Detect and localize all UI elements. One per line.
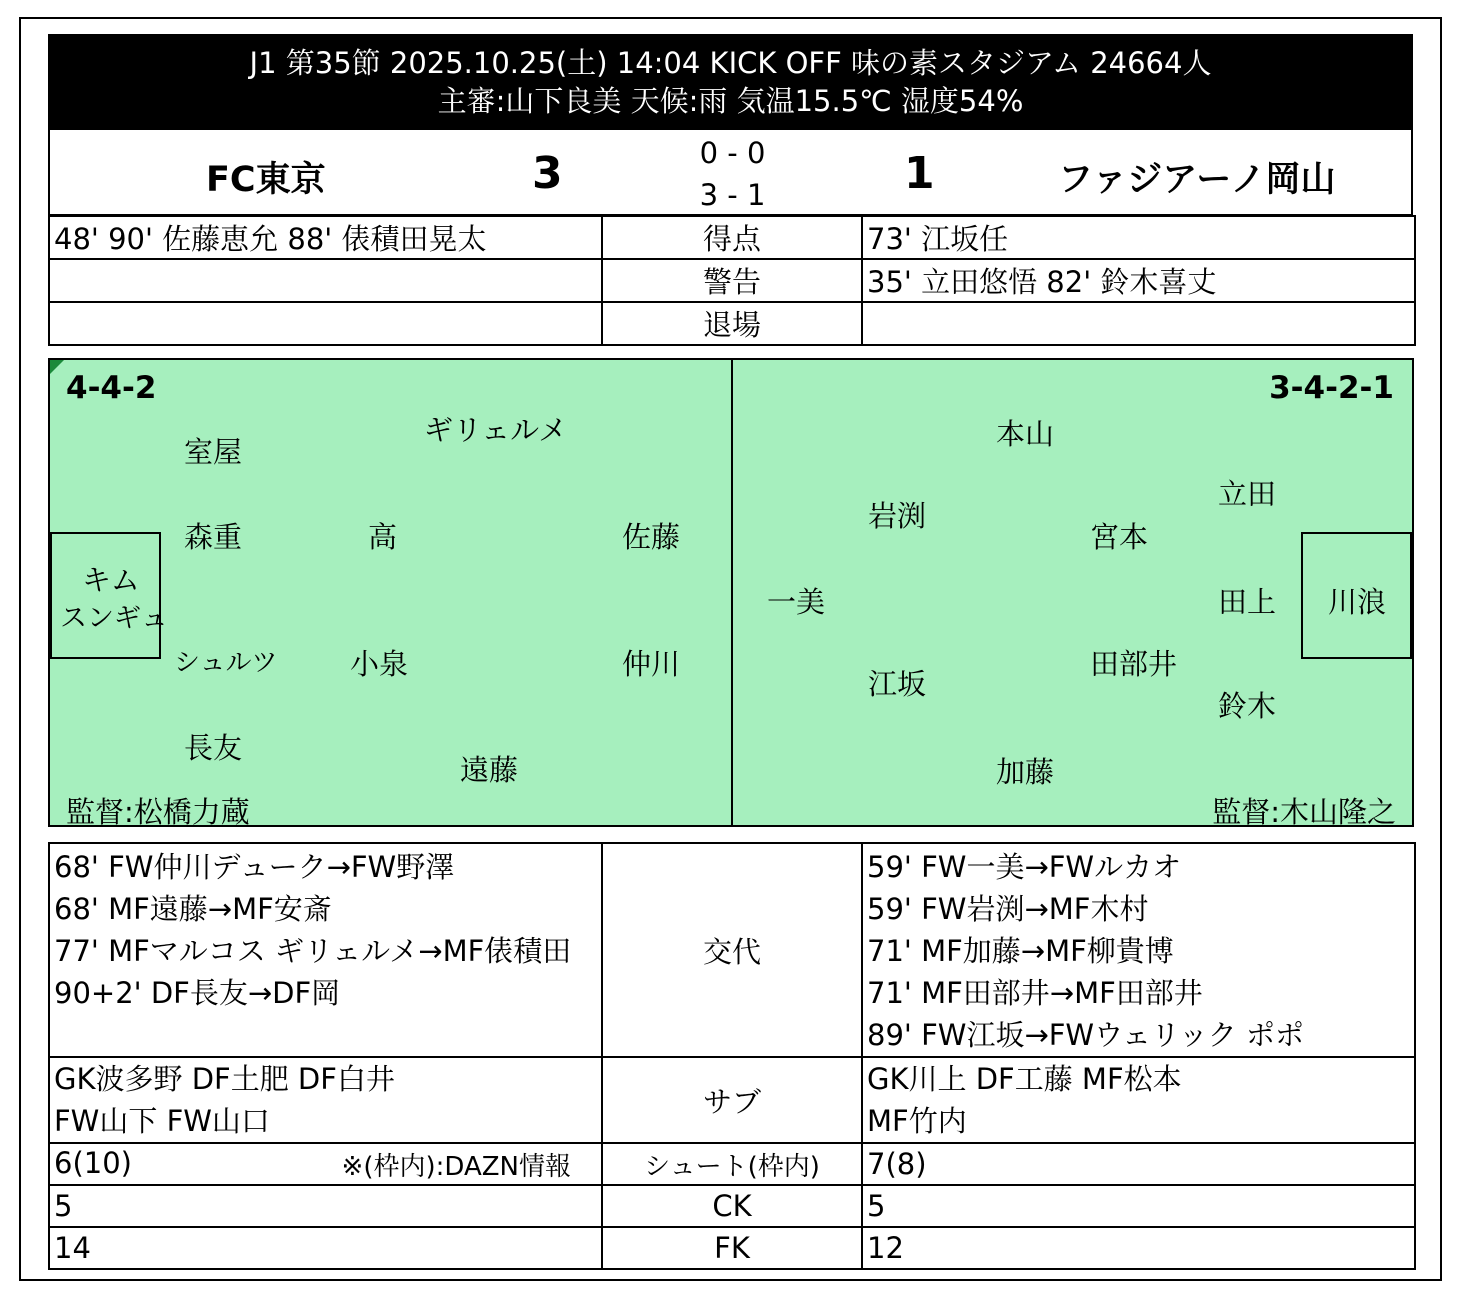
goals-label: 得点 — [602, 216, 862, 259]
away-bench-line: MF竹内 — [867, 1104, 967, 1138]
home-player: スンギュ — [60, 603, 168, 634]
away-bench-line: GK川上 DF工藤 MF松本 — [867, 1062, 1182, 1096]
ck-label: CK — [602, 1185, 862, 1227]
shots-row — [49, 1143, 1415, 1185]
home-bench-line: GK波多野 DF土肥 DF白井 — [54, 1062, 395, 1096]
bench-label: サブ — [602, 1057, 862, 1143]
home-substitution: 68' MF遠藤→MF安斎 — [54, 892, 332, 926]
fk-label: FK — [602, 1227, 862, 1269]
subs-row — [49, 843, 1415, 1057]
away-subs-cell — [862, 843, 1415, 1057]
away-fk: 12 — [862, 1227, 1415, 1269]
away-shots: 7(8) — [862, 1143, 1415, 1185]
away-substitution: 59' FW一美→FWルカオ — [867, 850, 1182, 884]
away-ck: 5 — [862, 1185, 1415, 1227]
fk-row — [49, 1227, 1415, 1269]
home-substitution: 90+2' DF長友→DF岡 — [54, 976, 341, 1010]
away-player: 鈴木 — [1218, 689, 1277, 723]
home-player: シュルツ — [174, 648, 278, 678]
home-score: 3 — [532, 148, 563, 199]
scoreboard — [48, 130, 1413, 216]
home-cautions-cell — [49, 259, 602, 302]
away-cautions-cell: 35' 立田悠悟 82' 鈴木喜丈 — [862, 259, 1415, 302]
away-player: 岩渕 — [868, 499, 927, 533]
events-table — [48, 215, 1416, 346]
home-player: ギリェルメ — [424, 413, 568, 447]
shots-label: シュート(枠内) — [602, 1143, 862, 1185]
away-player: 加藤 — [996, 755, 1055, 789]
home-player: 高 — [368, 520, 398, 554]
away-player: 田上 — [1218, 585, 1277, 619]
ck-row — [49, 1185, 1415, 1227]
away-substitution: 59' FW岩渕→MF木村 — [867, 892, 1149, 926]
away-player: 宮本 — [1090, 520, 1149, 554]
sendoffs-label: 退場 — [602, 302, 862, 345]
away-player: 本山 — [996, 417, 1055, 451]
second-half-score: 3 - 1 — [699, 178, 766, 212]
bench-row — [49, 1057, 1415, 1143]
home-substitution: 77' MFマルコス ギリェルメ→MF俵積田 — [54, 934, 572, 968]
subs-stats-table — [48, 842, 1416, 1270]
home-player: 室屋 — [184, 435, 243, 469]
home-bench-cell — [49, 1057, 602, 1143]
shots-source-note: ※(枠内):DAZN情報 — [341, 1151, 571, 1182]
home-player: 長友 — [184, 731, 243, 765]
halfway-line — [731, 360, 733, 825]
away-subs-list — [867, 846, 1414, 1056]
home-goals-cell: 48' 90' 佐藤恵允 88' 俵積田晃太 — [49, 216, 602, 259]
home-player: 小泉 — [350, 647, 409, 681]
home-shots: 6(10) — [54, 1145, 132, 1180]
cautions-row — [49, 259, 1415, 302]
home-bench-line: FW山下 FW山口 — [54, 1104, 270, 1138]
referee-weather-line: 主審:山下良美 天候:雨 気温15.5℃ 湿度54% — [437, 84, 1024, 118]
away-substitution: 89' FW江坂→FWウェリック ポポ — [867, 1018, 1304, 1052]
away-player: 田部井 — [1090, 647, 1178, 681]
home-player: 遠藤 — [460, 753, 519, 787]
home-formation: 4-4-2 — [66, 370, 157, 406]
away-team-name: ファジアーノ岡山 — [1058, 160, 1336, 200]
formation-pitch — [48, 358, 1414, 827]
away-goals-cell: 73' 江坂任 — [862, 216, 1415, 259]
corner-marker — [50, 360, 64, 374]
away-formation: 3-4-2-1 — [1269, 370, 1394, 406]
home-player: 佐藤 — [622, 520, 681, 554]
away-player: 川浪 — [1328, 585, 1387, 619]
home-subs-cell — [49, 843, 602, 1057]
away-player: 一美 — [767, 585, 826, 619]
home-manager: 監督:松橋力蔵 — [66, 795, 250, 829]
home-ck: 5 — [49, 1185, 602, 1227]
away-manager: 監督:木山隆之 — [1212, 795, 1396, 829]
home-player: キム — [82, 563, 140, 597]
first-half-score: 0 - 0 — [699, 136, 766, 170]
home-player: 仲川 — [622, 647, 681, 681]
away-player: 江坂 — [868, 667, 927, 701]
subs-label: 交代 — [602, 843, 862, 1057]
home-shots-cell — [49, 1143, 602, 1185]
home-player: 森重 — [184, 520, 243, 554]
away-player: 立田 — [1218, 477, 1277, 511]
match-header — [48, 34, 1413, 130]
cautions-label: 警告 — [602, 259, 862, 302]
away-bench-cell — [862, 1057, 1415, 1143]
home-fk: 14 — [49, 1227, 602, 1269]
home-subs-list — [54, 846, 601, 1014]
away-sendoffs-cell — [862, 302, 1415, 345]
home-sendoffs-cell — [49, 302, 602, 345]
away-score: 1 — [904, 148, 935, 199]
sendoffs-row — [49, 302, 1415, 345]
away-substitution: 71' MF田部井→MF田部井 — [867, 976, 1203, 1010]
away-substitution: 71' MF加藤→MF柳貴博 — [867, 934, 1174, 968]
match-info-line: J1 第35節 2025.10.25(土) 14:04 KICK OFF 味の素スタジアム 24664人 — [249, 46, 1212, 80]
goals-row — [49, 216, 1415, 259]
home-substitution: 68' FW仲川デューク→FW野澤 — [54, 850, 455, 884]
home-team-name: FC東京 — [206, 160, 326, 200]
